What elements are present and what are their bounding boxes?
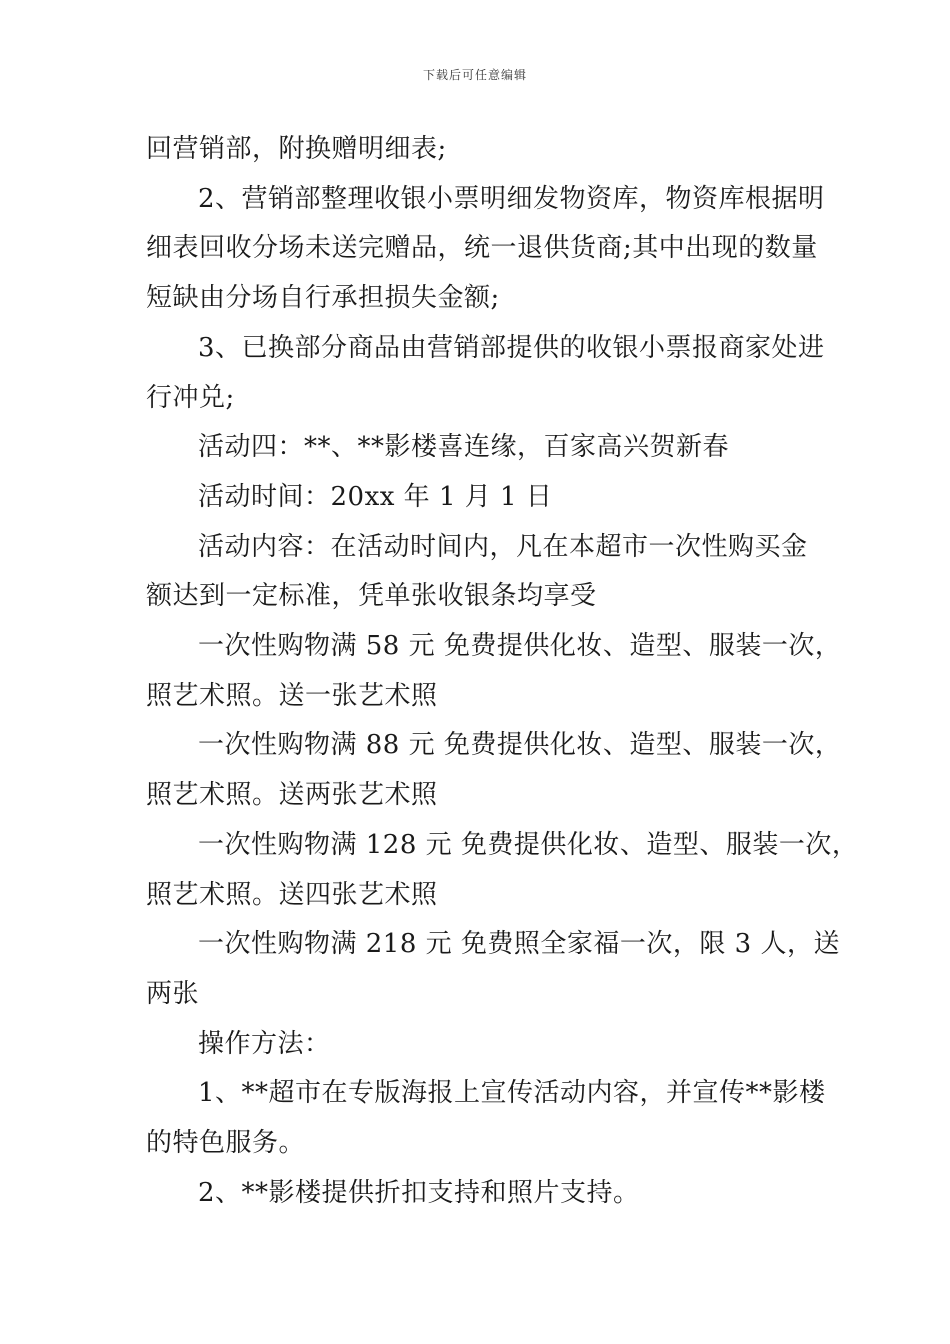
text-line: 短缺由分场自行承担损失金额;	[146, 283, 500, 314]
text-line: 一次性购物满 218 元 免费照全家福一次，限 3 人，送	[198, 929, 840, 960]
text-line: 行冲兑;	[146, 382, 235, 413]
text-line: 2、营销部整理收银小票明细发物资库，物资库根据明	[198, 183, 825, 214]
text-line: 两张	[146, 978, 200, 1009]
text-line: 3、已换部分商品由营销部提供的收银小票报商家处进	[198, 332, 825, 363]
text-line: 照艺术照。送两张艺术照	[146, 780, 438, 811]
text-line: 一次性购物满 88 元 免费提供化妆、造型、服装一次，	[198, 730, 842, 761]
text-line: 额达到一定标准，凭单张收银条均享受	[146, 581, 597, 612]
text-line: 回营销部，附换赠明细表;	[146, 134, 447, 164]
text-line: 1、**超市在专版海报上宣传活动内容，并宣传**影楼	[198, 1078, 826, 1109]
text-line: 照艺术照。送四张艺术照	[146, 879, 438, 910]
text-line: 活动内容：在活动时间内，凡在本超市一次性购买金	[198, 531, 808, 562]
document-body	[146, 125, 859, 1218]
text-line: 活动时间：20xx 年 1 月 1 日	[198, 481, 553, 512]
text-line: 一次性购物满 58 元 免费提供化妆、造型、服装一次，	[198, 631, 842, 662]
section-heading: 操作方法：	[198, 1028, 331, 1059]
text-line: 2、**影楼提供折扣支持和照片支持。	[198, 1177, 640, 1208]
text-line: 的特色服务。	[146, 1128, 306, 1159]
text-line: 细表回收分场未送完赠品，统一退供货商;其中出现的数量	[146, 233, 818, 264]
text-line: 照艺术照。送一张艺术照	[146, 680, 438, 711]
text-line: 一次性购物满 128 元 免费提供化妆、造型、服装一次，	[198, 829, 859, 860]
section-heading: 活动四：**、**影楼喜连缘，百家高兴贺新春	[198, 432, 730, 463]
page-header: 下载后可任意编辑	[422, 68, 527, 82]
